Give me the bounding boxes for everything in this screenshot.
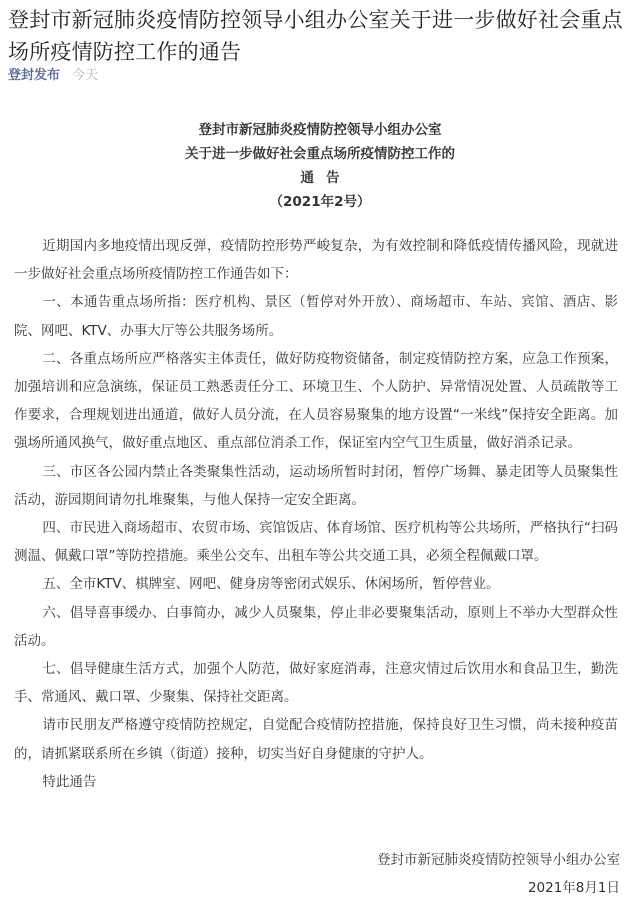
paragraph-appeal: 请市民朋友严格遵守疫情防控规定，自觉配合疫情防控措施，保持良好卫生习惯，尚未接种疫苗的，请抓紧联系所在乡镇（街道）接种，切实当好自身健康的守护人。 [14,717,618,762]
paragraph-item-3: 三、市区各公园内禁止各类聚集性活动，运动场所暂时封闭，暂停广场舞、暴走团等人员聚集性活动，游园期间请勿扎堆聚集，与他人保持一定安全距离。 [14,463,618,508]
article-title: 登封市新冠肺炎疫情防控领导小组办公室关于进一步做好社会重点场所疫情防控工作的通告 [8,8,623,64]
article-meta [8,66,98,86]
document-heading [0,118,640,214]
signature-date: 2021年8月1日 [527,880,620,896]
subject-heading: 关于进一步做好社会重点场所疫情防控工作的 [185,146,455,162]
document-body [14,232,618,796]
paragraph-item-6: 六、倡导喜事缓办、白事简办，减少人员聚集，停止非必要聚集活动，原则上不举办大型群众性活动。 [14,604,618,649]
paragraph-item-7: 七、倡导健康生活方式，加强个人防范，做好家庭消毒，注意灾情过后饮用水和食品卫生，勤洗手、常通风、戴口罩、少聚集、保持社交距离。 [14,661,618,706]
source-account-link[interactable]: 登封发布 [8,68,61,83]
notice-heading: 通告 [300,170,352,186]
paragraph-closing: 特此通告 [42,773,97,790]
paragraph-intro: 近期国内多地疫情出现反弹，疫情防控形势严峻复杂，为有效控制和降低疫情传播风险，现就进一步做好社会重点场所疫情防控工作通告如下： [14,238,618,283]
paragraph-item-4: 四、市民进入商场超市、农贸市场、宾馆饭店、体育场馆、医疗机构等公共场所，严格执行“扫码测温、佩戴口罩”等防控措施。乘坐公交车、出租车等公共交通工具，必须全程佩戴口罩。 [14,520,618,565]
document-number: （2021年2号） [269,194,371,210]
issuer-heading: 登封市新冠肺炎疫情防控领导小组办公室 [198,122,442,138]
paragraph-item-2: 二、各重点场所应严格落实主体责任，做好防疫物资储备，制定疫情防控方案，应急工作预案，加强培训和应急演练，保证员工熟悉责任分工、环境卫生、个人防护、异常情况处置、人员疏散等工作要求，合理规划进出通道，做好人员分流，在人员容易聚集的地方设置“一米线”保持安全距离。加强场所通风换气，做好重点地区、重点部位消杀工作，保证室内空气卫生质量，做好消杀记录。 [14,350,618,452]
paragraph-item-1: 一、本通告重点场所指：医疗机构、景区（暂停对外开放）、商场超市、车站、宾馆、酒店、影院、网吧、KTV、办事大厅等公共服务场所。 [14,294,618,339]
publish-time: 今天 [72,68,99,83]
signature-issuer: 登封市新冠肺炎疫情防控领导小组办公室 [377,852,620,868]
paragraph-item-5: 五、全市KTV、棋牌室、网吧、健身房等密闭式娱乐、休闲场所，暂停营业。 [42,576,500,593]
signature-block [377,846,620,902]
